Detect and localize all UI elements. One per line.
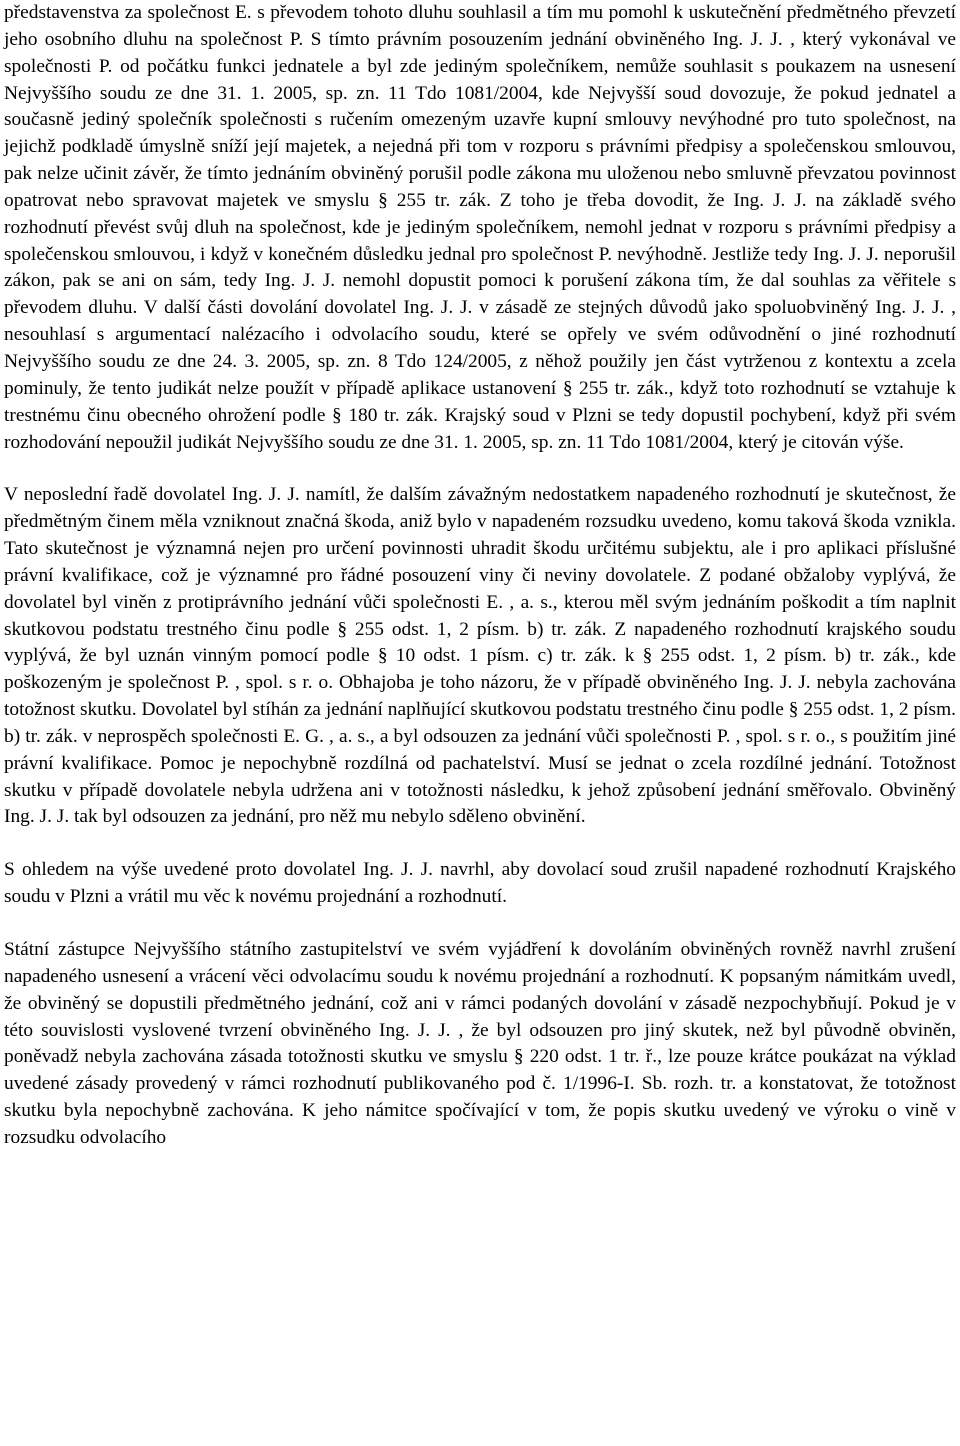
paragraph-2: V neposlední řadě dovolatel Ing. J. J. namítl, že dalším závažným nedostatkem napadeného rozhodnutí je skutečnost, že předmětným činem měla vzniknout značná škoda, aniž bylo v napadeném rozsudku uvedeno, komu taková škoda vznikla. Tato skutečnost je významná nejen pro určení povinnosti uhradit škodu určitému subjektu, ale i pro aplikaci příslušné právní kvalifikace, což je významné pro řádné posouzení viny či neviny dovolatele. Z podané obžaloby vyplývá, že dovolatel byl viněn z protiprávního jednání vůči společnosti E. , a. s., kterou měl svým jednáním poškodit a tím naplnit skutkovou podstatu trestného činu podle § 255 odst. 1, 2 písm. b) tr. zák. Z napadeného rozhodnutí krajského soudu vyplývá, že byl uznán vinným pomocí podle § 10 odst. 1 písm. c) tr. zák. k § 255 odst. 1, 2 písm. b) tr. zák., kde poškozeným je společnost P. , spol. s r. o. Obhajoba je toho názoru, že v případě obviněného Ing. J. J. nebyla zachována totožnost skutku. Dovolatel byl stíhán za jednání naplňující skutkovou podstatu trestného činu podle § 255 odst. 1, 2 písm. b) tr. zák. v neprospěch společnosti E. G. , a. s., a byl odsouzen za jednání vůči společnosti P. , spol. s r. o., s použitím jiné právní kvalifikace. Pomoc je nepochybně rozdílná od pachatelství. Musí se jednat o zcela rozdílné jednání. Totožnost skutku v případě dovolatele nebyla udržena ani v totožnosti následku, k jehož způsobení jednání směřovalo. Obviněný Ing. J. J. tak byl odsouzen za jednání, pro něž mu nebylo sděleno obvinění. [4,484,956,828]
paragraph-spacer [4,911,956,937]
paragraph-spacer [4,831,956,857]
paragraph-spacer [4,456,956,482]
paragraph-4: Státní zástupce Nejvyššího státního zastupitelství ve svém vyjádření k dovoláním obviněných rovněž navrhl zrušení napadeného usnesení a vrácení věci odvolacímu soudu k novému projednání a rozhodnutí. K popsaným námitkám uvedl, že obviněný se dopustili předmětného jednání, což ani v rámci podaných dovolání v zásadě nezpochybňují. Pokud je v této souvislosti vyslovené tvrzení obviněného Ing. J. J. , že byl odsouzen pro jiný skutek, než byl původně obviněn, poněvadž nebyla zachována zásada totožnosti skutku ve smyslu § 220 odst. 1 tr. ř., lze pouze krátce poukázat na výklad uvedené zásady provedený v rámci rozhodnutí publikovaného pod č. 1/1996-I. Sb. rozh. tr. a konstatovat, že totožnost skutku byla nepochybně zachována. K jeho námitce spočívající v tom, že popis skutku uvedený ve výroku o vině v rozsudku odvolacího [4,939,956,1148]
paragraph-3: S ohledem na výše uvedené proto dovolatel Ing. J. J. navrhl, aby dovolací soud zrušil napadené rozhodnutí Krajského soudu v Plzni a vrátil mu věc k novému projednání a rozhodnutí. [4,859,956,908]
paragraph-1: představenstva za společnost E. s převodem tohoto dluhu souhlasil a tím mu pomohl k uskutečnění předmětného převzetí jeho osobního dluhu na společnost P. S tímto právním posouzením jednání obviněného Ing. J. J. , který vykonával ve společnosti P. od počátku funkci jednatele a byl zde jediným společníkem, nemůže souhlasit s poukazem na usnesení Nejvyššího soudu ze dne 31. 1. 2005, sp. zn. 11 Tdo 1081/2004, kde Nejvyšší soud dovozuje, že pokud jednatel a současně jediný společník společnosti s ručením omezeným uzavře kupní smlouvy nevýhodné pro tuto společnost, na jejichž podkladě úmyslně sníží její majetek, a nejedná při tom v rozporu s právními předpisy a společenskou smlouvou, pak nelze učinit závěr, že tímto jednáním obviněný porušil podle zákona mu uloženou nebo smluvně převzatou povinnost opatrovat nebo spravovat majetek ve smyslu § 255 tr. zák. Z toho je třeba dovodit, že Ing. J. J. na základě svého rozhodnutí převést svůj dluh na společnost, kde je jediným společníkem, nemohl jednat v rozporu s právními předpisy a společenskou smlouvou, i když v konečném důsledku jednal pro společnost P. nevýhodně. Jestliže tedy Ing. J. J. neporušil zákon, pak se ani on sám, tedy Ing. J. J. nemohl dopustit pomoci k porušení zákona tím, že dal souhlas za věřitele s převodem dluhu. V další části dovolání dovolatel Ing. J. J. v zásadě ze stejných důvodů jako spoluobviněný Ing. J. J. , nesouhlasí s argumentací nalézacího i odvolacího soudu, které se opřely ve svém odůvodnění o jiné rozhodnutí Nejvyššího soudu ze dne 24. 3. 2005, sp. zn. 8 Tdo 124/2005, z něhož použily jen část vytrženou z kontextu a zcela pominuly, že tento judikát nelze použít v případě aplikace ustanovení § 255 tr. zák., když toto rozhodnutí se vztahuje k trestnému činu obecného ohrožení podle § 180 tr. zák. Krajský soud v Plzni se tedy dopustil pochybení, když při svém rozhodování nepoužil judikát Nejvyššího soudu ze dne 31. 1. 2005, sp. zn. 11 Tdo 1081/2004, který je citován výše. [4,2,956,453]
document-page [4,0,956,1152]
